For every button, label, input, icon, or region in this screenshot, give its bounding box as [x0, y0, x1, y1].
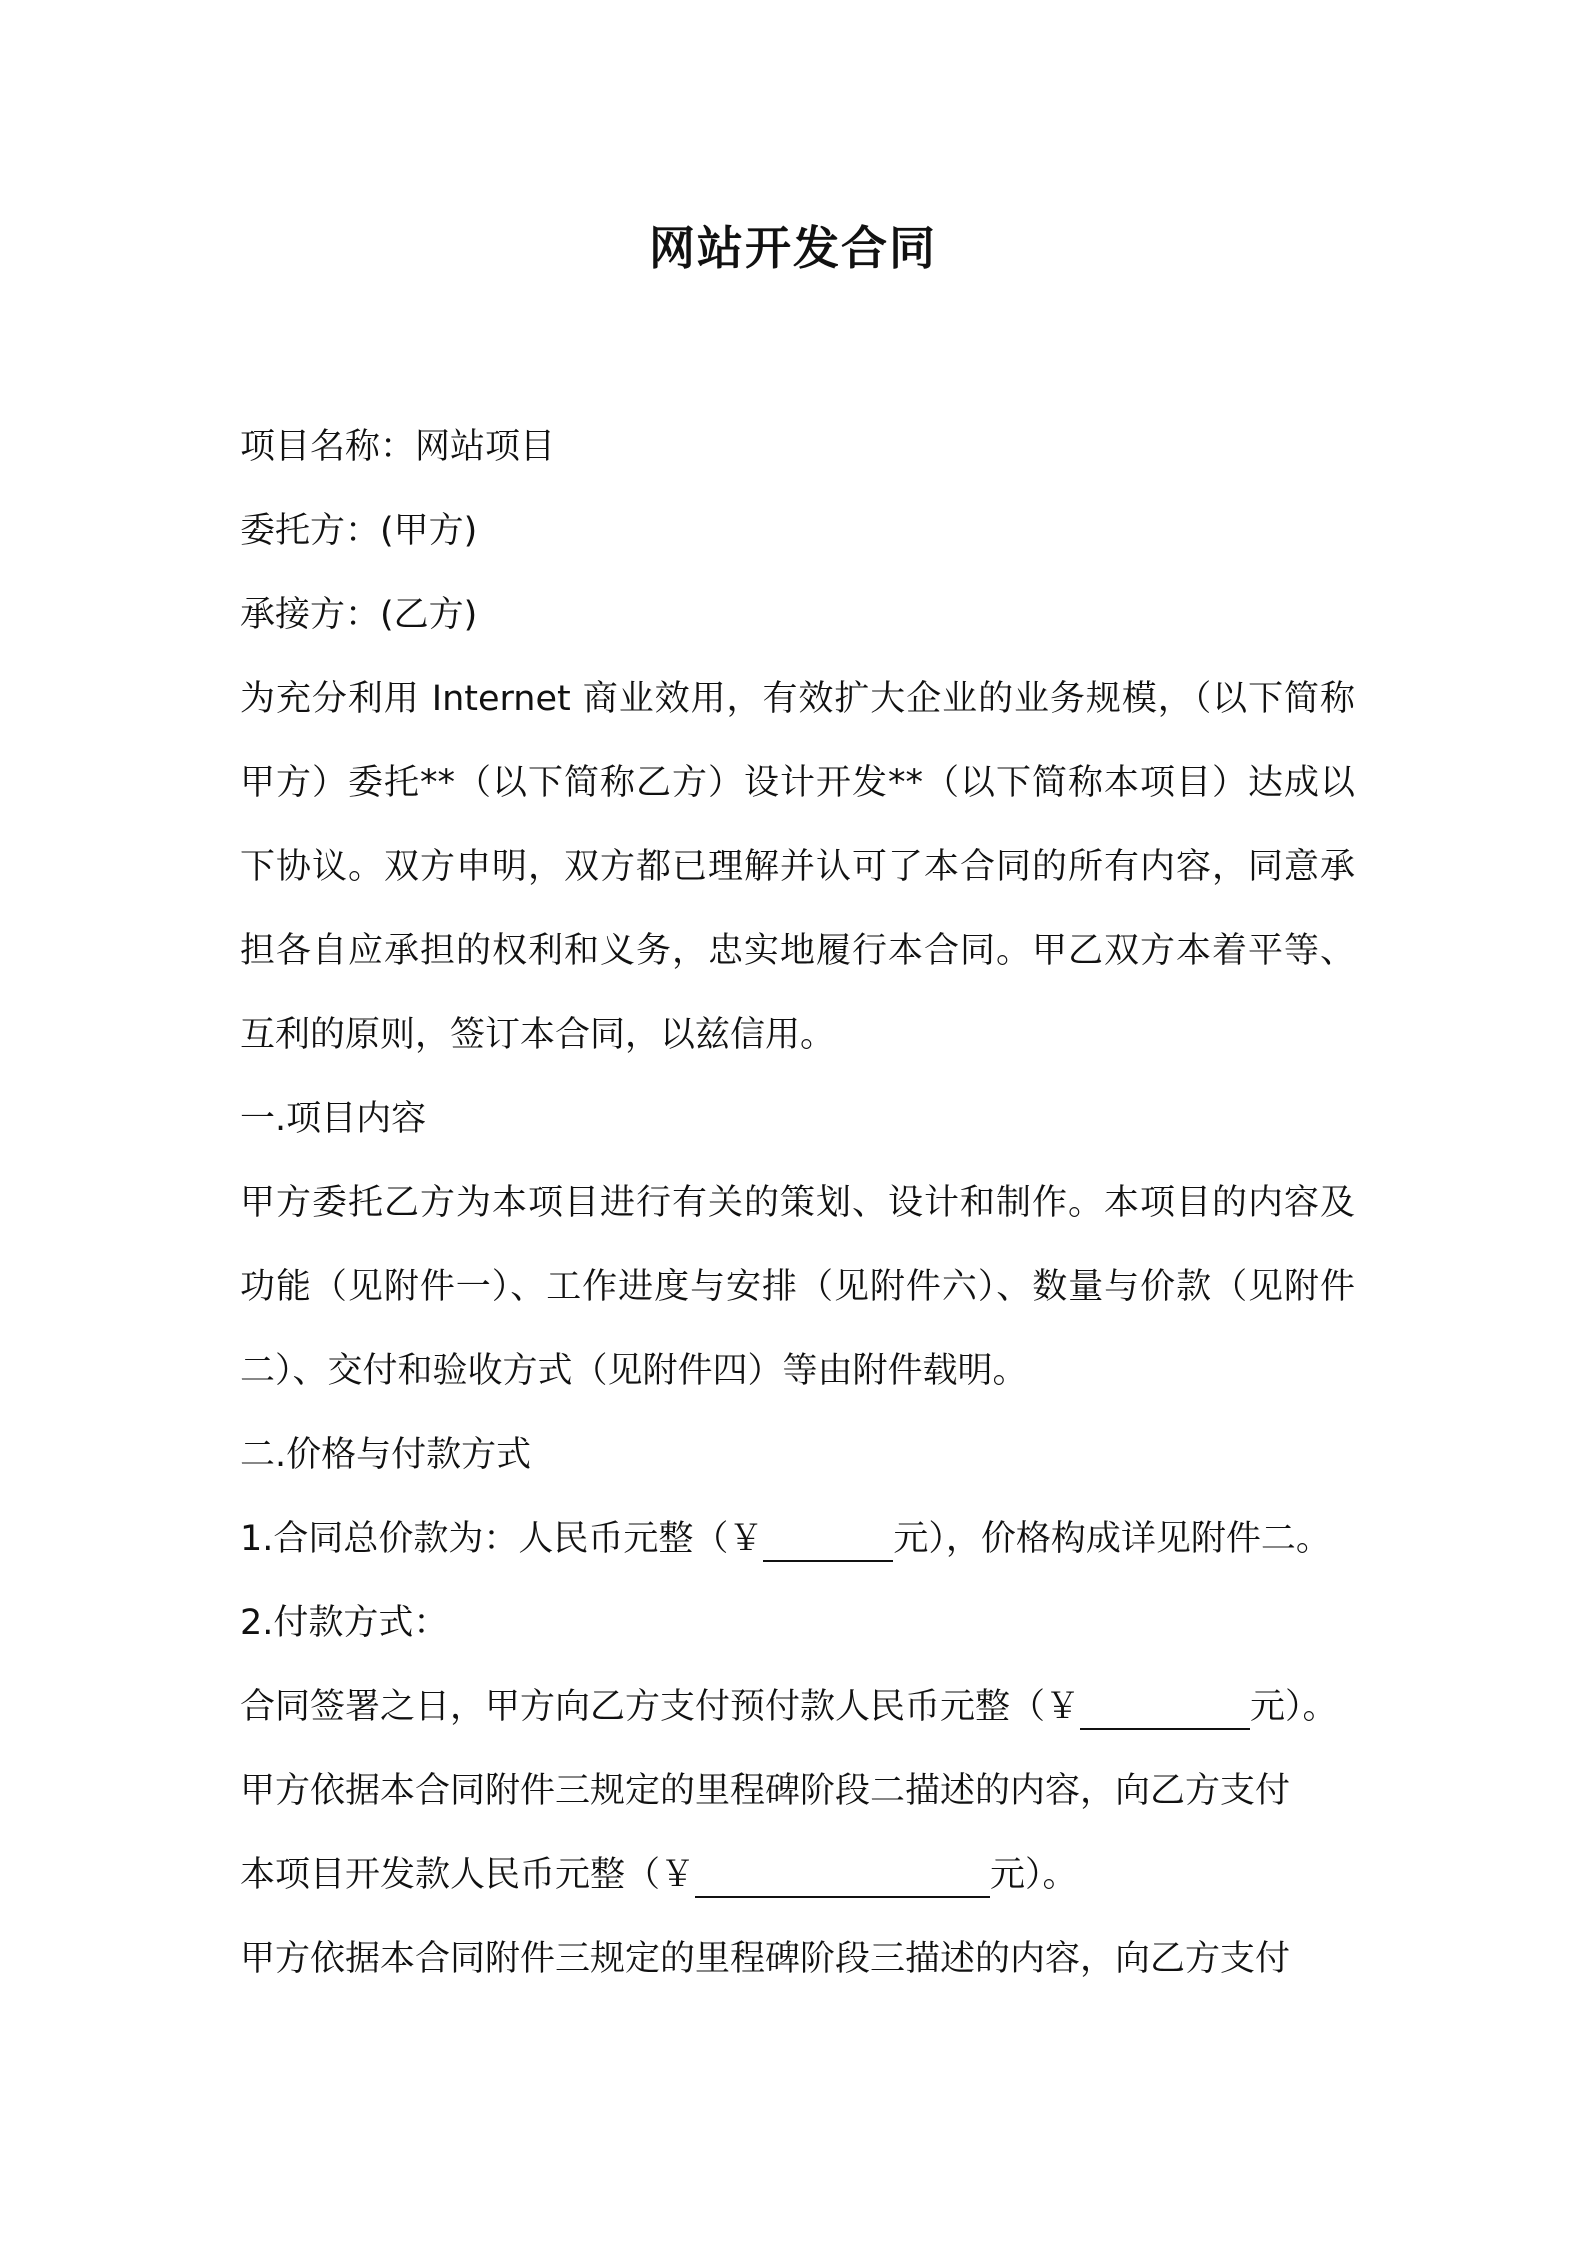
milestone2-line: 甲方依据本合同附件三规定的里程碑阶段二描述的内容，向乙方支付	[240, 1771, 1291, 1811]
document-title: 网站开发合同	[649, 221, 937, 275]
total-price-prefix: 1.合同总价款为：人民币元整（￥	[240, 1519, 764, 1559]
development-fee-suffix: 元）。	[990, 1855, 1078, 1895]
payment-method-line: 2.付款方式：	[240, 1603, 449, 1643]
party-a-line: 委托方：(甲方)	[240, 511, 478, 551]
prepayment-blank	[1080, 1690, 1250, 1731]
development-fee-line	[240, 1833, 1355, 1917]
section2-heading: 二.价格与付款方式	[240, 1435, 532, 1475]
total-price-blank	[763, 1522, 893, 1563]
total-price-line	[240, 1497, 1355, 1581]
section1-heading: 一.项目内容	[240, 1099, 427, 1139]
total-price-suffix: 元），价格构成详见附件二。	[893, 1519, 1331, 1559]
prepayment-suffix: 元）。	[1250, 1687, 1338, 1727]
preamble-paragraph: 为充分利用 Internet 商业效用，有效扩大企业的业务规模，（以下简称甲方）委托**（以下简称乙方）设计开发**（以下简称本项目）达成以下协议。双方申明，双方都已理解并认可了本合同的所有内容，同意承担各自应承担的权利和义务，忠实地履行本合同。甲乙双方本着平等、互利的原则，签订本合同，以兹信用。	[240, 679, 1355, 1055]
party-b-line: 承接方：(乙方)	[240, 595, 478, 635]
contract-body	[240, 405, 1355, 2001]
section1-paragraph: 甲方委托乙方为本项目进行有关的策划、设计和制作。本项目的内容及功能（见附件一）、工作进度与安排（见附件六）、数量与价款（见附件二）、交付和验收方式（见附件四）等由附件载明。	[240, 1183, 1355, 1391]
development-fee-prefix: 本项目开发款人民币元整（￥	[240, 1855, 696, 1895]
prepayment-prefix: 合同签署之日，甲方向乙方支付预付款人民币元整（￥	[240, 1687, 1081, 1727]
prepayment-line	[240, 1665, 1355, 1749]
project-name-line: 项目名称：网站项目	[240, 427, 556, 467]
milestone3-line: 甲方依据本合同附件三规定的里程碑阶段三描述的内容，向乙方支付	[240, 1939, 1291, 1979]
development-fee-blank	[695, 1858, 990, 1899]
